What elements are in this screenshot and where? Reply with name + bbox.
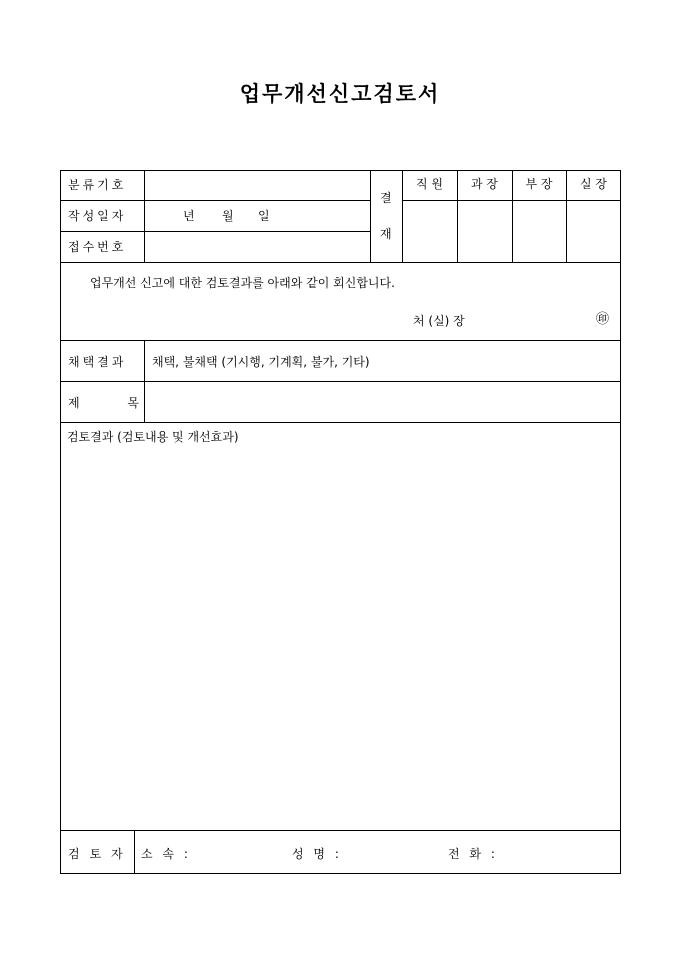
review-result-field[interactable] (64, 448, 617, 826)
signer-title: 처 (실) 장 (413, 314, 465, 328)
label-classification-code: 분류기호 (68, 178, 127, 192)
label-subject: 제 목 (68, 396, 161, 410)
rule-approval-left (370, 170, 371, 262)
approval-role-staff: 직 원 (416, 177, 443, 191)
approval-label-top: 결 (380, 191, 392, 205)
statement-text: 업무개선 신고에 대한 검토결과를 아래와 같이 회신합니다. (90, 276, 395, 290)
approval-role-office-head: 실 장 (580, 177, 607, 191)
rule-header-label-col (144, 170, 145, 262)
approval-role-dept-head: 부 장 (525, 177, 553, 191)
rule-result-bottom (60, 830, 621, 831)
reviewer-name: 성 명 : (292, 847, 342, 861)
seal-mark: ㊞ (596, 312, 610, 327)
label-date-written: 작성일자 (68, 209, 127, 223)
approval-label-bottom: 재 (380, 227, 392, 241)
date-year: 년 (183, 209, 195, 223)
rule-header-bottom (60, 262, 621, 263)
page-title: 업무개선신고검토서 (239, 81, 441, 106)
approval-sign-office-head[interactable] (568, 203, 620, 260)
rule-header-1 (60, 200, 370, 201)
review-result-label: 검토결과 (검토내용 및 개선효과) (67, 430, 239, 444)
date-day: 일 (258, 209, 270, 223)
label-receipt-number: 접수번호 (68, 240, 127, 254)
classification-code-field[interactable] (148, 172, 366, 198)
rule-header-2 (60, 231, 370, 232)
reviewer-phone: 전 화 : (448, 847, 498, 861)
adoption-result-value: 채택, 불채택 (기시행, 기계획, 불가, 기타) (152, 355, 370, 369)
subject-field[interactable] (148, 384, 618, 420)
approval-sign-dept-head[interactable] (514, 203, 565, 260)
approval-sign-staff[interactable] (404, 203, 456, 260)
reviewer-affiliation: 소 속 : (141, 847, 191, 861)
label-reviewer: 검토자 (68, 847, 133, 861)
approval-sign-section-chief[interactable] (459, 203, 511, 260)
label-adoption-result: 채택결과 (68, 355, 127, 369)
date-month: 월 (222, 209, 234, 223)
receipt-number-field[interactable] (148, 234, 366, 260)
rule-reviewer-label-col (134, 830, 135, 874)
approval-role-section-chief: 과 장 (471, 177, 498, 191)
rule-subject-bottom (60, 422, 621, 423)
